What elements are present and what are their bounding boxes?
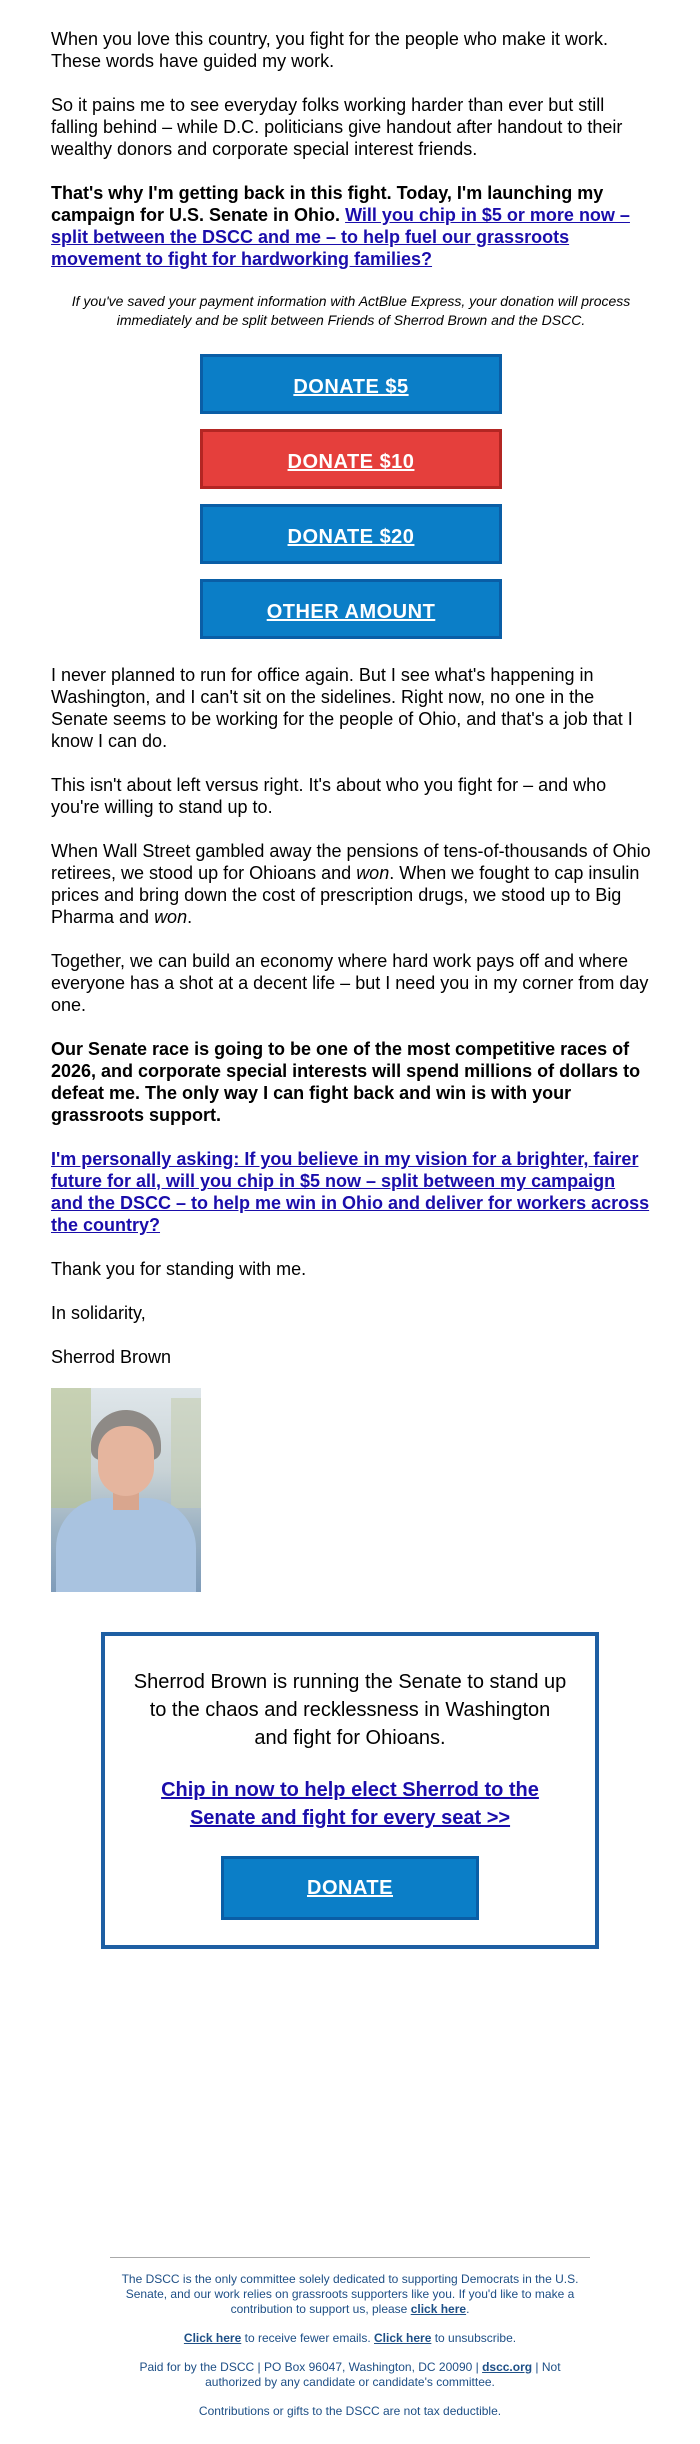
text-span: Paid for by the DSCC | PO Box 96047, Washington, DC 20090 | — [139, 2360, 483, 2374]
fewer-emails-link[interactable]: Click here — [183, 2331, 242, 2345]
body-paragraph-5: This isn't about left versus right. It's about who you fight for – and who you're willing to stand up to. — [51, 775, 607, 817]
email-body — [51, 28, 651, 1592]
chip-in-link[interactable]: Will you chip in $5 or more now – split between the DSCC and me – to help fuel our grassroots movement to fight for hardworking families? — [51, 205, 630, 269]
signature: Sherrod Brown — [51, 1347, 172, 1367]
unsubscribe-link[interactable]: Click here — [374, 2331, 432, 2345]
donate-10-button[interactable]: DONATE $10 — [200, 429, 502, 489]
text-span: . — [466, 2302, 470, 2316]
donate-button-group — [51, 354, 651, 639]
body-paragraph-7: Together, we can build an economy where hard work pays off and where everyone has a shot at a decent life – but I need you in my corner from day one. — [51, 951, 649, 1015]
body-paragraph-9 — [51, 1148, 651, 1236]
photo-shirt — [56, 1498, 196, 1592]
personal-ask-link[interactable]: I'm personally asking: If you believe in my vision for a brighter, fairer future for all, will you chip in $5 now – split between my campaign and the DSCC – to help me win in Ohio and deliver for workers across the country? — [51, 1149, 650, 1235]
text-span: to unsubscribe. — [431, 2331, 517, 2345]
donate-20-button[interactable]: DONATE $20 — [200, 504, 502, 564]
other-amount-button[interactable]: OTHER AMOUNT — [200, 579, 502, 639]
launch-announcement: That's why I'm getting back in this fight. Today, I'm launching my campaign for U.S. Senate in Ohio. — [51, 183, 604, 225]
cta-box — [101, 1632, 599, 1949]
text-span: . When we fought to cap insulin prices and bring down the cost of prescription drugs, we stood up to Big Pharma and — [51, 863, 640, 927]
cta-link[interactable]: Chip in now to help elect Sherrod to the Senate and fight for every seat >> — [161, 1779, 539, 1829]
footer-about — [110, 2272, 590, 2317]
text-span: to receive fewer emails. — [241, 2331, 374, 2345]
text-span: When Wall Street gambled away the pensions of tens-of-thousands of Ohio retirees, we stood up for Ohioans and — [51, 841, 651, 883]
footer — [110, 2257, 590, 2433]
intro-paragraph-3 — [51, 182, 651, 270]
signoff: In solidarity, — [51, 1303, 146, 1323]
intro-paragraph-1: When you love this country, you fight for the people who make it work. These words have guided my work. — [51, 29, 608, 71]
emphasis-won: won — [356, 863, 390, 883]
emphasis-won: won — [154, 907, 188, 927]
footer-email-prefs — [110, 2331, 590, 2346]
photo-background — [51, 1388, 91, 1508]
text-span: . — [187, 907, 193, 927]
intro-paragraph-2: So it pains me to see everyday folks working harder than ever but still falling behind – while D.C. politicians give handout after handout to their wealthy donors and corporate special interest friends. — [51, 95, 623, 159]
contribute-link[interactable]: click here — [410, 2302, 467, 2316]
photo-background — [171, 1398, 201, 1508]
photo-face — [98, 1426, 154, 1496]
cta-text: Sherrod Brown is running the Senate to stand up to the chaos and recklessness in Washington and fight for Ohioans. — [133, 1671, 567, 1749]
body-paragraph-8: Our Senate race is going to be one of the most competitive races of 2026, and corporate special interests will spend millions of dollars to defeat me. The only way I can fight back and win is with your grassroots support. — [51, 1039, 641, 1125]
donate-5-button[interactable]: DONATE $5 — [200, 354, 502, 414]
cta-donate-button[interactable]: DONATE — [221, 1856, 479, 1920]
body-paragraph-4: I never planned to run for office again. But I see what's happening in Washington, and I can't sit on the sidelines. Right now, no one in the Senate seems to be working for the people of Ohio, and that's a job that I know I can do. — [51, 665, 633, 751]
footer-tax-note: Contributions or gifts to the DSCC are not tax deductible. — [198, 2404, 502, 2418]
text-span: The DSCC is the only committee solely dedicated to supporting Democrats in the U.S. Senate, and our work relies on grassroots supporters like you. If you'd like to make a contribution to support us, please — [121, 2272, 579, 2316]
body-paragraph-6 — [51, 840, 651, 928]
text-span: | Not authorized by any candidate or candidate's committee. — [205, 2360, 561, 2389]
thank-you-line: Thank you for standing with me. — [51, 1259, 307, 1279]
actblue-note: If you've saved your payment information with ActBlue Express, your donation will process immediately and be split between Friends of Sherrod Brown and the DSCC. — [71, 293, 631, 328]
candidate-photo — [51, 1388, 201, 1592]
dscc-site-link[interactable]: dscc.org — [482, 2360, 533, 2374]
footer-disclaimer — [110, 2360, 590, 2390]
